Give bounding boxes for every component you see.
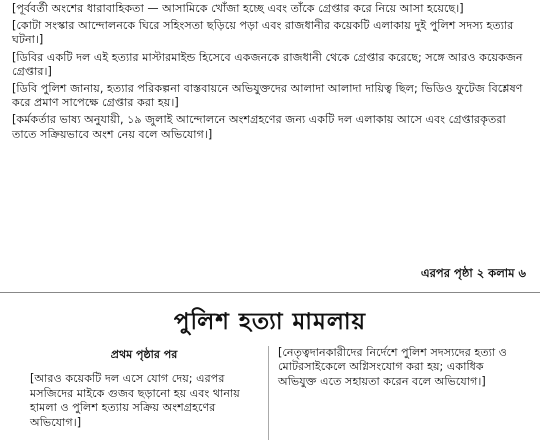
continued-from-front-page-label: প্রথম পৃষ্ঠার পর bbox=[110, 348, 178, 361]
article-divider bbox=[0, 292, 540, 293]
article-paragraph: [কোটা সংস্কার আন্দোলনকে ঘিরে সহিংসতা ছড়িয়ে পড়া এবং রাজধানীর কয়েকটি এলাকায় দুই পুলিশ সদস্য হত্যার ঘটনা।] bbox=[12, 19, 514, 47]
article-paragraph: [পূর্ববর্তী অংশের ধারাবাহিকতা — আসামিকে খোঁজা হচ্ছে এবং তাঁকে গ্রেপ্তার করে নিয়ে আসা হয়েছে।] bbox=[12, 2, 464, 15]
upper-article bbox=[0, 0, 540, 145]
article-text: [আরও কয়েকটি দল এসে যোগ দেয়; এরপর মসজিদের মাইকে গুজব ছড়ানো হয় এবং থানায় হামলা ও পুলিশ হত্যায় সক্রিয় অংশগ্রহণের অভিযোগ।] bbox=[30, 372, 240, 429]
article-paragraph: [ডিবির একটি দল এই হত্যার মাস্টারমাইন্ড হিসেবে একজনকে রাজধানী থেকে গ্রেপ্তার করেছে; সঙ্গে আরও কয়েকজন গ্রেপ্তার।] bbox=[12, 50, 523, 78]
continued-on-page-note: এরপর পৃষ্ঠা ২ কলাম ৬ bbox=[420, 266, 526, 280]
article-paragraph: [কর্মকর্তার ভাষ্য অনুযায়ী, ১৯ জুলাই আন্দোলনে অংশগ্রহণের জন্য একটি দল এলাকায় আসে এবং গ্রেপ্তারকৃতরা তাতে সক্রিয়ভাবে অংশ নেয় বলে অভিযোগ।] bbox=[12, 113, 506, 141]
article-right-column bbox=[278, 346, 516, 389]
article-paragraph: [ডিবি পুলিশ জানায়, হত্যার পরিকল্পনা বাস্তবায়নে অভিযুক্তদের আলাদা আলাদা দায়িত্ব ছিল; ভিডিও ফুটেজ বিশ্লেষণ করে প্রমাণ সাপেক্ষে গ্রেপ্তার করা হয়।] bbox=[12, 82, 523, 110]
article-headline: পুলিশ হত্যা মামলায় bbox=[173, 309, 367, 335]
article-text: [নেতৃত্বদানকারীদের নির্দেশে পুলিশ সদস্যদের হত্যা ও মোটরসাইকেলে অগ্নিসংযোগ করা হয়; একাধিক অভিযুক্ত এতে সহায়তা করেন বলে অভিযোগ।] bbox=[278, 346, 508, 388]
article-left-column bbox=[30, 346, 258, 430]
column-divider bbox=[268, 346, 269, 440]
